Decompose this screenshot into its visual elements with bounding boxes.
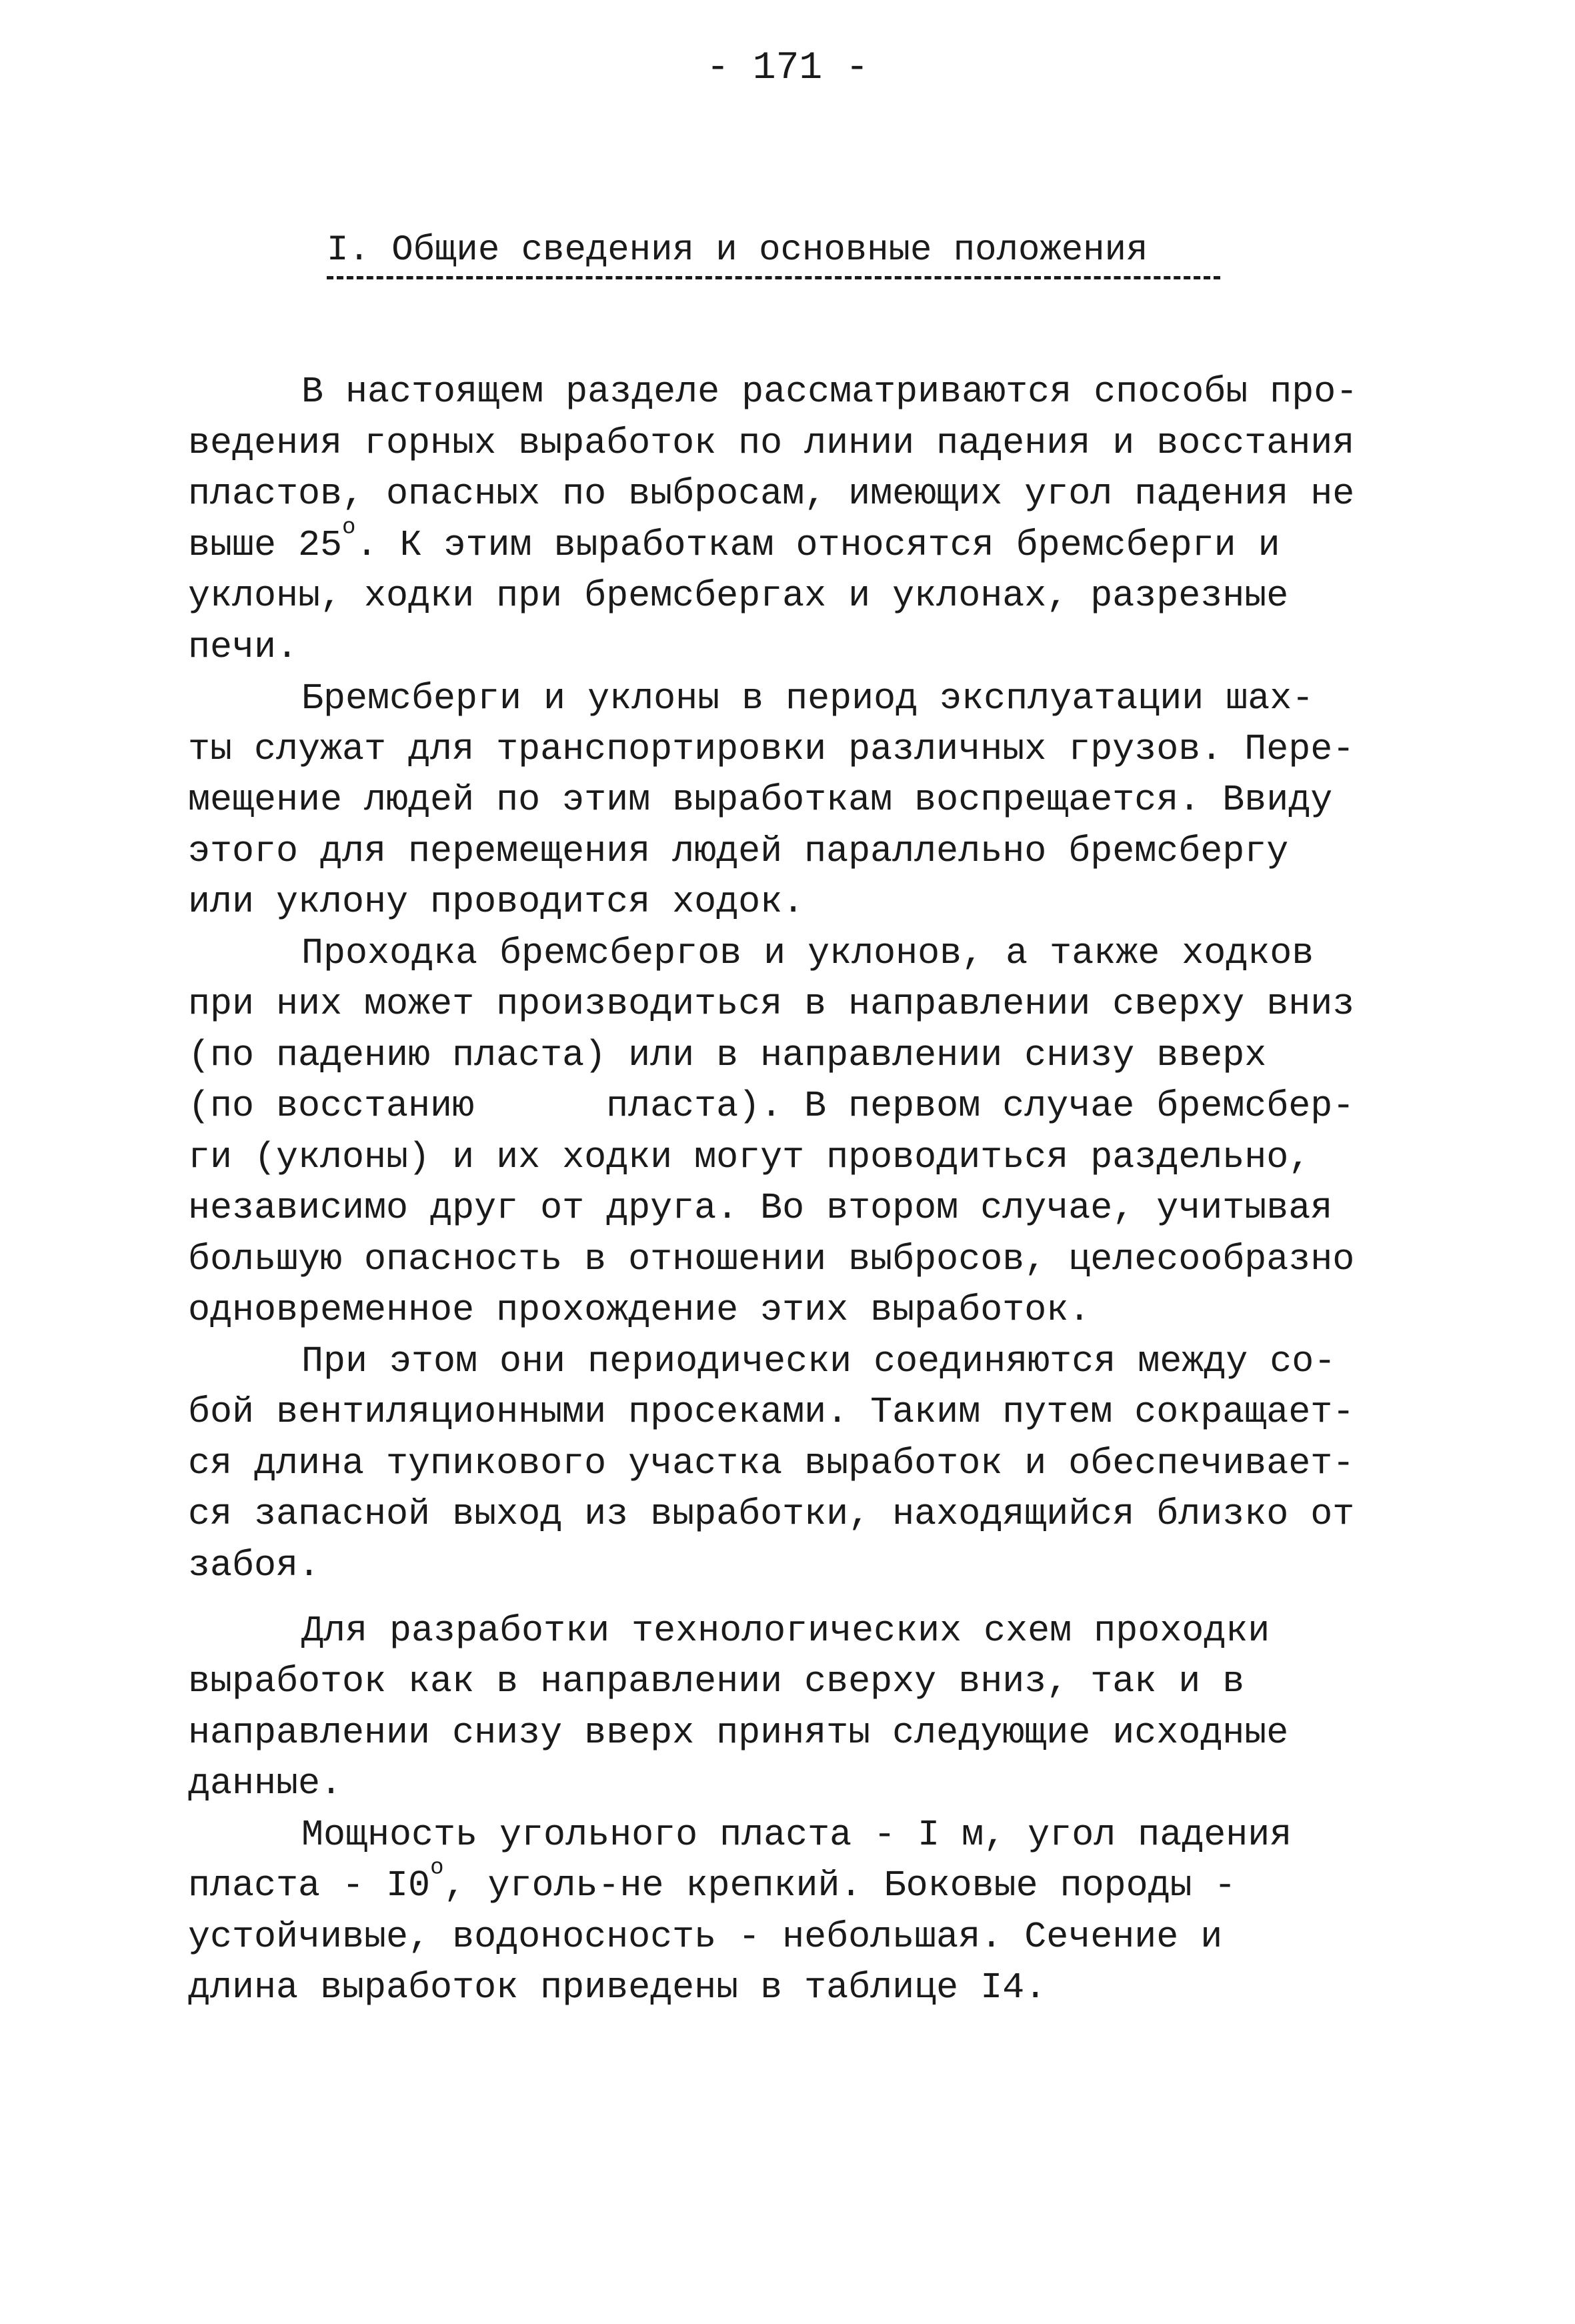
text-line: (по восстанию пласта). В первом случае бремсбер-: [188, 1085, 1355, 1127]
text-line: этого для перемещения людей параллельно бремсбергу: [188, 830, 1289, 872]
text-line: одновременное прохождение этих выработок.: [188, 1289, 1091, 1331]
text-line: пластов, опасных по выбросам, имеющих угол падения не: [188, 473, 1355, 515]
text-line: забоя.: [188, 1544, 321, 1586]
degree-superscript: о: [430, 1855, 444, 1881]
text-line: мещение людей по этим выработкам воспрещается. Ввиду: [188, 779, 1333, 821]
text-line: бой вентиляционными просеками. Таким путем сокращает-: [188, 1391, 1355, 1433]
text-line: При этом они периодически соединяются между со-: [301, 1340, 1336, 1382]
text-line: большую опасность в отношении выбросов, целесообразно: [188, 1238, 1355, 1280]
text-line: Для разработки технологических схем проходки: [301, 1610, 1270, 1652]
text-line: при них может производиться в направлении сверху вниз: [188, 983, 1355, 1025]
text-line: длина выработок приведены в таблице I4.: [188, 1967, 1047, 2009]
text-line: выше $25^о$. К этим выработкам относятся бремсберги и: [188, 515, 1280, 566]
text-line: пласта - $I0^о$, уголь-не крепкий. Боковые породы -: [188, 1855, 1236, 1907]
text-line: В настоящем разделе рассматриваются способы про-: [301, 371, 1358, 413]
text-line: Мощность угольного пласта - I м, угол падения: [301, 1814, 1292, 1856]
degree-superscript: о: [342, 515, 356, 541]
section-heading-block: [327, 230, 1220, 279]
text-line: ги (уклоны) и их ходки могут проводиться раздельно,: [188, 1136, 1311, 1178]
page-number: - 171 -: [706, 47, 869, 90]
text-line: Проходка бремсбергов и уклонов, а также ходков: [301, 932, 1314, 974]
text-line: уклоны, ходки при бремсбергах и уклонах, разрезные: [188, 575, 1289, 617]
text-line: или уклону проводится ходок.: [188, 881, 805, 923]
text-line: направлении снизу вверх приняты следующие исходные: [188, 1712, 1289, 1754]
text-line: ведения горных выработок по линии падения и восстания: [188, 422, 1355, 464]
heading-dashed-underline: [327, 276, 1220, 279]
text-line: печи.: [188, 626, 299, 668]
text-line: (по падению пласта) или в направлении снизу вверх: [188, 1034, 1267, 1076]
text-line: устойчивые, водоносность - небольшая. Сечение и: [188, 1916, 1223, 1958]
text-line: независимо друг от друга. Во втором случае, учитывая: [188, 1187, 1333, 1229]
text-line: ся запасной выход из выработки, находящийся близко от: [188, 1493, 1355, 1535]
text-line: данные.: [188, 1763, 343, 1805]
text-line: ся длина тупикового участка выработок и обеспечивает-: [188, 1442, 1355, 1484]
text-line: выработок как в направлении сверху вниз, так и в: [188, 1660, 1245, 1702]
section-heading: I. Общие сведения и основные положения: [327, 230, 1148, 271]
text-line: ты служат для транспортировки различных грузов. Пере-: [188, 728, 1355, 770]
text-line: Бремсберги и уклоны в период эксплуатации шах-: [301, 678, 1314, 720]
